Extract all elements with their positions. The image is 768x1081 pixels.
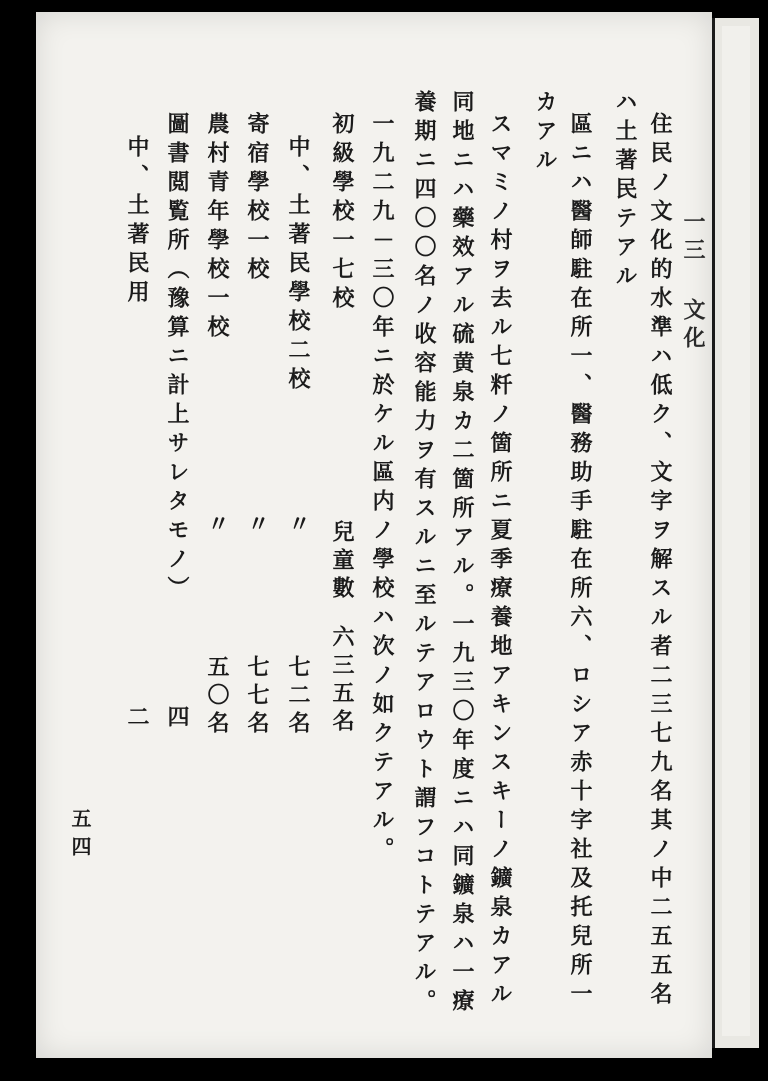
text-column: 區ニハ醫師駐在所一、醫務助手駐在所六、ロシア赤十字社及托兒所一 xyxy=(567,112,593,1011)
reading-room-count: 二 xyxy=(124,705,150,733)
children-count-label: 兒童數 xyxy=(329,520,355,604)
ditto-mark: 〃 xyxy=(285,512,311,540)
ditto-mark: 〃 xyxy=(244,512,270,540)
text-column: スマミノ村ヲ去ル七粁ノ箇所ニ夏季療養地アキンスキーノ鑛泉カアル xyxy=(487,112,513,1011)
text-column: 養期ニ四〇〇名ノ收容能力ヲ有スルニ至ルテアロウト謂フコトテアル。 xyxy=(411,90,437,1018)
children-count-value: 七二名 xyxy=(285,655,311,739)
school-row-label: 圖書閲覧所（豫算ニ計上サレタモノ） xyxy=(164,112,190,605)
school-row-label: 初級學校一七校 xyxy=(329,112,355,315)
children-count-value: 七七名 xyxy=(244,655,270,739)
page-number: 五四 xyxy=(68,808,92,864)
text-column: 同地ニハ藥效アル硫黄泉カ二箇所アル。一九三〇年度ニハ同鑛泉ハ一療 xyxy=(449,90,475,1018)
text-column: 一九二九－三〇年ニ於ケル區内ノ學校ハ次ノ如クテアル。 xyxy=(369,112,395,866)
text-column: 住民ノ文化的水準ハ低ク、文字ヲ解スル者二三七九名其ノ中二五五名 xyxy=(647,112,673,1011)
reading-room-count: 四 xyxy=(164,705,190,733)
school-row-label: 中、土著民學校二校 xyxy=(285,135,311,396)
school-row-label: 農村青年學校一校 xyxy=(204,112,230,344)
text-column: カアル xyxy=(532,90,558,177)
children-count-value: 六三五名 xyxy=(329,625,355,737)
school-row-label: 寄宿學校一校 xyxy=(244,112,270,286)
adjacent-page-strip xyxy=(722,26,750,1036)
ditto-mark: 〃 xyxy=(204,512,230,540)
school-row-label: 中、土著民用 xyxy=(124,135,150,309)
children-count-value: 五〇名 xyxy=(204,655,230,739)
section-header-fragment: 一三 文化 xyxy=(680,210,706,354)
text-column: ハ土著民テアル xyxy=(612,90,638,293)
